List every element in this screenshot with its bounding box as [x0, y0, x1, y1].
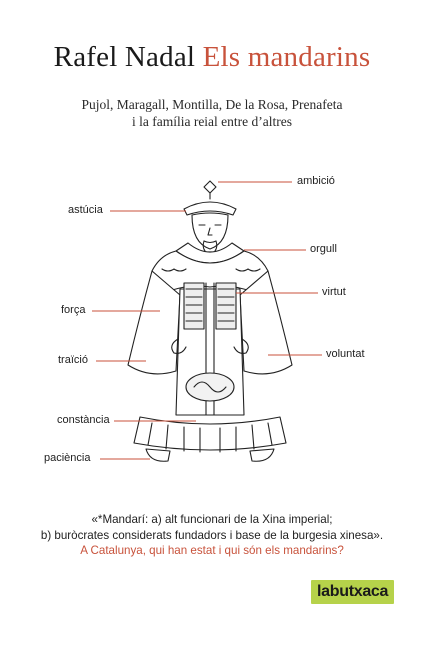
subtitle-line-1: Pujol, Maragall, Montilla, De la Rosa, Prenafeta — [81, 97, 343, 112]
label-forca: força — [61, 304, 86, 316]
book-title: Els mandarins — [202, 41, 371, 73]
label-constancia: constància — [57, 414, 110, 426]
cover-title-line — [0, 40, 424, 74]
hat-finial — [204, 181, 216, 193]
subtitle-line-2: i la família reial entre d’altres — [131, 114, 293, 129]
mandarin-illustration — [0, 165, 424, 475]
publisher-logo-text: labutxaca — [317, 583, 389, 600]
label-ambicio: ambició — [297, 175, 335, 187]
badge-left — [184, 283, 204, 329]
label-astucia: astúcia — [68, 204, 103, 216]
right-shoe — [250, 449, 274, 461]
definition-quote — [0, 512, 424, 559]
hem — [134, 417, 286, 450]
label-orgull: orgull — [310, 243, 337, 255]
badge-right — [216, 283, 236, 329]
label-traicio: traïció — [58, 354, 88, 366]
publisher-logo — [311, 580, 394, 604]
label-voluntat: voluntat — [326, 348, 365, 360]
label-virtut: virtut — [322, 286, 346, 298]
face — [192, 213, 228, 249]
label-paciencia: paciència — [44, 452, 91, 464]
quote-line-2: b) buròcrates considerats fundadors i base de la burgesia xinesa». — [40, 528, 384, 542]
quote-line-1: «*Mandarí: a) alt funcionari de la Xina imperial; — [91, 513, 333, 526]
author-name: Rafel Nadal — [53, 41, 196, 73]
subtitle — [0, 96, 424, 130]
quote-question: A Catalunya, qui han estat i qui són els mandarins? — [80, 544, 344, 557]
